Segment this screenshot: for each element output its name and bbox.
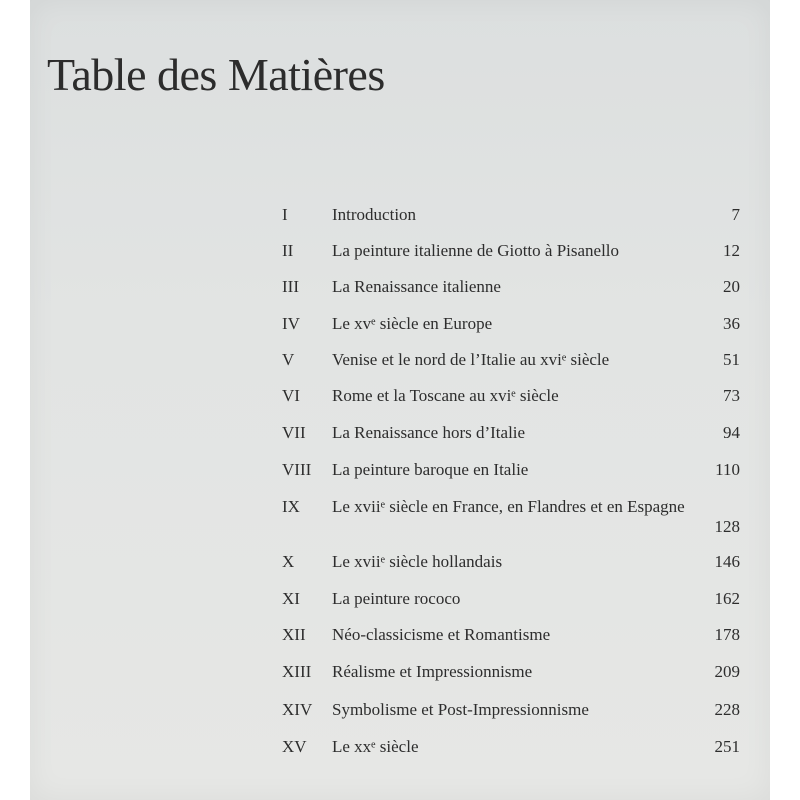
page-number: 209 (714, 662, 740, 681)
chapter-numeral: XII (282, 625, 306, 644)
chapter-numeral: VIII (282, 460, 312, 479)
chapter-numeral: XIV (282, 700, 313, 719)
page-title: Table des Matières (47, 49, 385, 100)
chapter-numeral: VI (282, 386, 300, 405)
page-number: 51 (723, 350, 740, 369)
chapter-numeral: IX (282, 497, 300, 516)
chapter-numeral: I (282, 205, 288, 224)
page-number: 94 (723, 423, 740, 442)
chapter-numeral: XIII (282, 662, 312, 681)
chapter-title: Le xviiᵉ siècle en France, en Flandres et en Espagne (332, 497, 685, 516)
chapter-title: Venise et le nord de l’Italie au xviᵉ siècle (332, 350, 610, 369)
chapter-title: Réalisme et Impressionnisme (332, 662, 533, 681)
page-number: 20 (723, 277, 740, 296)
page-number: 228 (714, 700, 740, 719)
chapter-numeral: II (282, 241, 294, 260)
page-number: 73 (723, 386, 740, 405)
chapter-title: La peinture rococo (332, 589, 461, 608)
book-page (30, 0, 770, 800)
chapter-title: La peinture italienne de Giotto à Pisanello (332, 241, 620, 260)
chapter-title: Symbolisme et Post-Impressionnisme (332, 700, 589, 719)
chapter-title: La Renaissance italienne (332, 277, 501, 296)
chapter-numeral: X (282, 552, 295, 571)
page-number: 12 (723, 241, 740, 260)
page-number: 7 (731, 205, 740, 224)
chapter-title: Le xxᵉ siècle (332, 737, 419, 756)
chapter-numeral: XI (282, 589, 300, 608)
page-number: 146 (714, 552, 740, 571)
chapter-title: La peinture baroque en Italie (332, 460, 529, 479)
chapter-numeral: IV (282, 314, 300, 333)
page-number: 110 (715, 460, 740, 479)
chapter-title: Le xviiᵉ siècle hollandais (332, 552, 503, 571)
page-number: 178 (714, 625, 740, 644)
chapter-numeral: III (282, 277, 299, 296)
chapter-title: Introduction (332, 205, 417, 224)
page-number: 251 (714, 737, 740, 756)
chapter-title: Néo-classicisme et Romantisme (332, 625, 551, 644)
chapter-title: La Renaissance hors d’Italie (332, 423, 526, 442)
chapter-numeral: XV (282, 737, 307, 756)
chapter-numeral: VII (282, 423, 306, 442)
page-number: 128 (714, 517, 740, 536)
chapter-numeral: V (282, 350, 295, 369)
chapter-title: Le xvᵉ siècle en Europe (332, 314, 493, 333)
page-number: 162 (714, 589, 740, 608)
page-number: 36 (723, 314, 740, 333)
chapter-title: Rome et la Toscane au xviᵉ siècle (332, 386, 559, 405)
